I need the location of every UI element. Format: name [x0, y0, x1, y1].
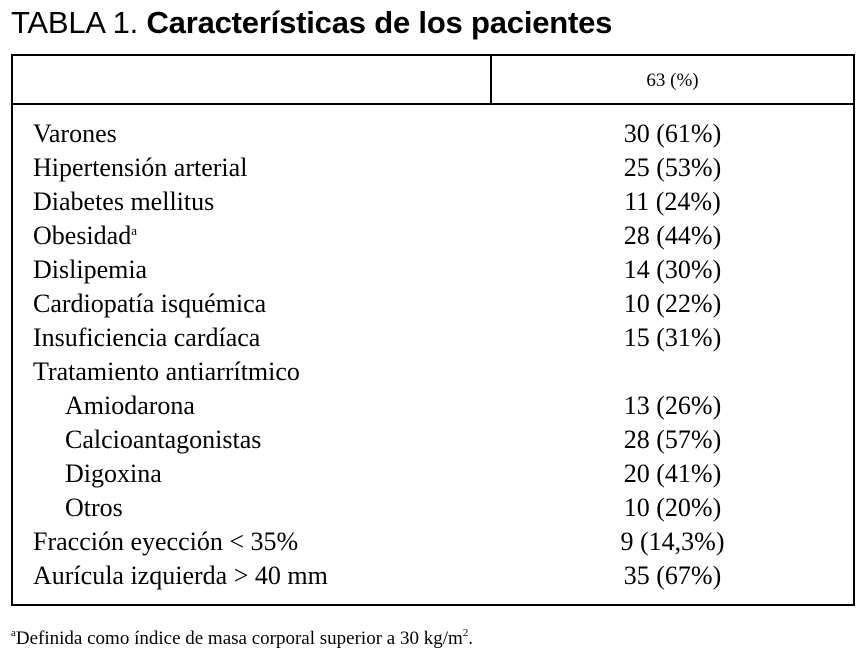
row-value: 11 (24%) — [624, 187, 721, 216]
row-label: Amiodarona — [65, 391, 195, 420]
footnote-unit-exponent: 2 — [462, 627, 469, 639]
row-value: 28 (44%) — [623, 221, 722, 250]
row-label: Digoxina — [65, 459, 162, 488]
row-value: 20 (41%) — [623, 459, 722, 488]
table-title — [11, 4, 612, 42]
row-label: Otros — [65, 493, 123, 522]
table-row-group-heading — [13, 355, 853, 389]
row-label: Fracción eyección < 35% — [33, 527, 299, 556]
table-number: TABLA 1. — [11, 5, 147, 40]
row-value: 13 (26%) — [623, 391, 722, 420]
table-row — [13, 287, 853, 321]
row-value: 28 (57%) — [623, 425, 722, 454]
table-row — [13, 559, 853, 593]
row-value: 25 (53%) — [623, 153, 722, 182]
row-value: 10 (22%) — [623, 289, 722, 318]
table-row — [13, 151, 853, 185]
row-label: Cardiopatía isquémica — [33, 289, 267, 318]
row-label: Insuficiencia cardíaca — [33, 323, 261, 352]
table-row — [13, 185, 853, 219]
table-footnote — [11, 627, 473, 651]
footnote-marker: a — [131, 223, 137, 238]
table-row — [13, 117, 853, 151]
table-caption: Características de los pacientes — [146, 5, 613, 40]
table-header-row — [13, 56, 853, 105]
footnote-marker: a — [11, 627, 16, 639]
row-label-text: Obesidad — [33, 221, 132, 250]
footnote-end: . — [468, 628, 474, 649]
row-label: Dislipemia — [33, 255, 148, 284]
table-row-sub — [13, 457, 853, 491]
footnote-text: Definida como índice de masa corporal superior a 30 kg/m — [15, 628, 463, 649]
table-row — [13, 525, 853, 559]
header-value-column: 63 (%) — [646, 70, 699, 91]
row-label: Hipertensión arterial — [33, 153, 248, 182]
row-value: 35 (67%) — [623, 561, 722, 590]
table-row — [13, 219, 853, 253]
row-value: 9 (14,3%) — [620, 527, 725, 556]
row-label: Aurícula izquierda > 40 mm — [33, 561, 328, 590]
row-label-with-footnote — [33, 219, 137, 253]
table-row — [13, 253, 853, 287]
table-row-sub — [13, 423, 853, 457]
table-row — [13, 321, 853, 355]
row-label: Diabetes mellitus — [33, 187, 215, 216]
row-value: 30 (61%) — [623, 119, 722, 148]
table-body — [13, 117, 853, 593]
row-label: Tratamiento antiarrítmico — [33, 357, 300, 386]
table-row-sub — [13, 389, 853, 423]
row-value: 15 (31%) — [623, 323, 722, 352]
row-label: Calcioantagonistas — [65, 425, 262, 454]
row-value: 14 (30%) — [623, 255, 722, 284]
table-row-sub — [13, 491, 853, 525]
row-value: 10 (20%) — [623, 493, 722, 522]
patients-table — [11, 54, 855, 606]
row-label: Varones — [33, 119, 117, 148]
